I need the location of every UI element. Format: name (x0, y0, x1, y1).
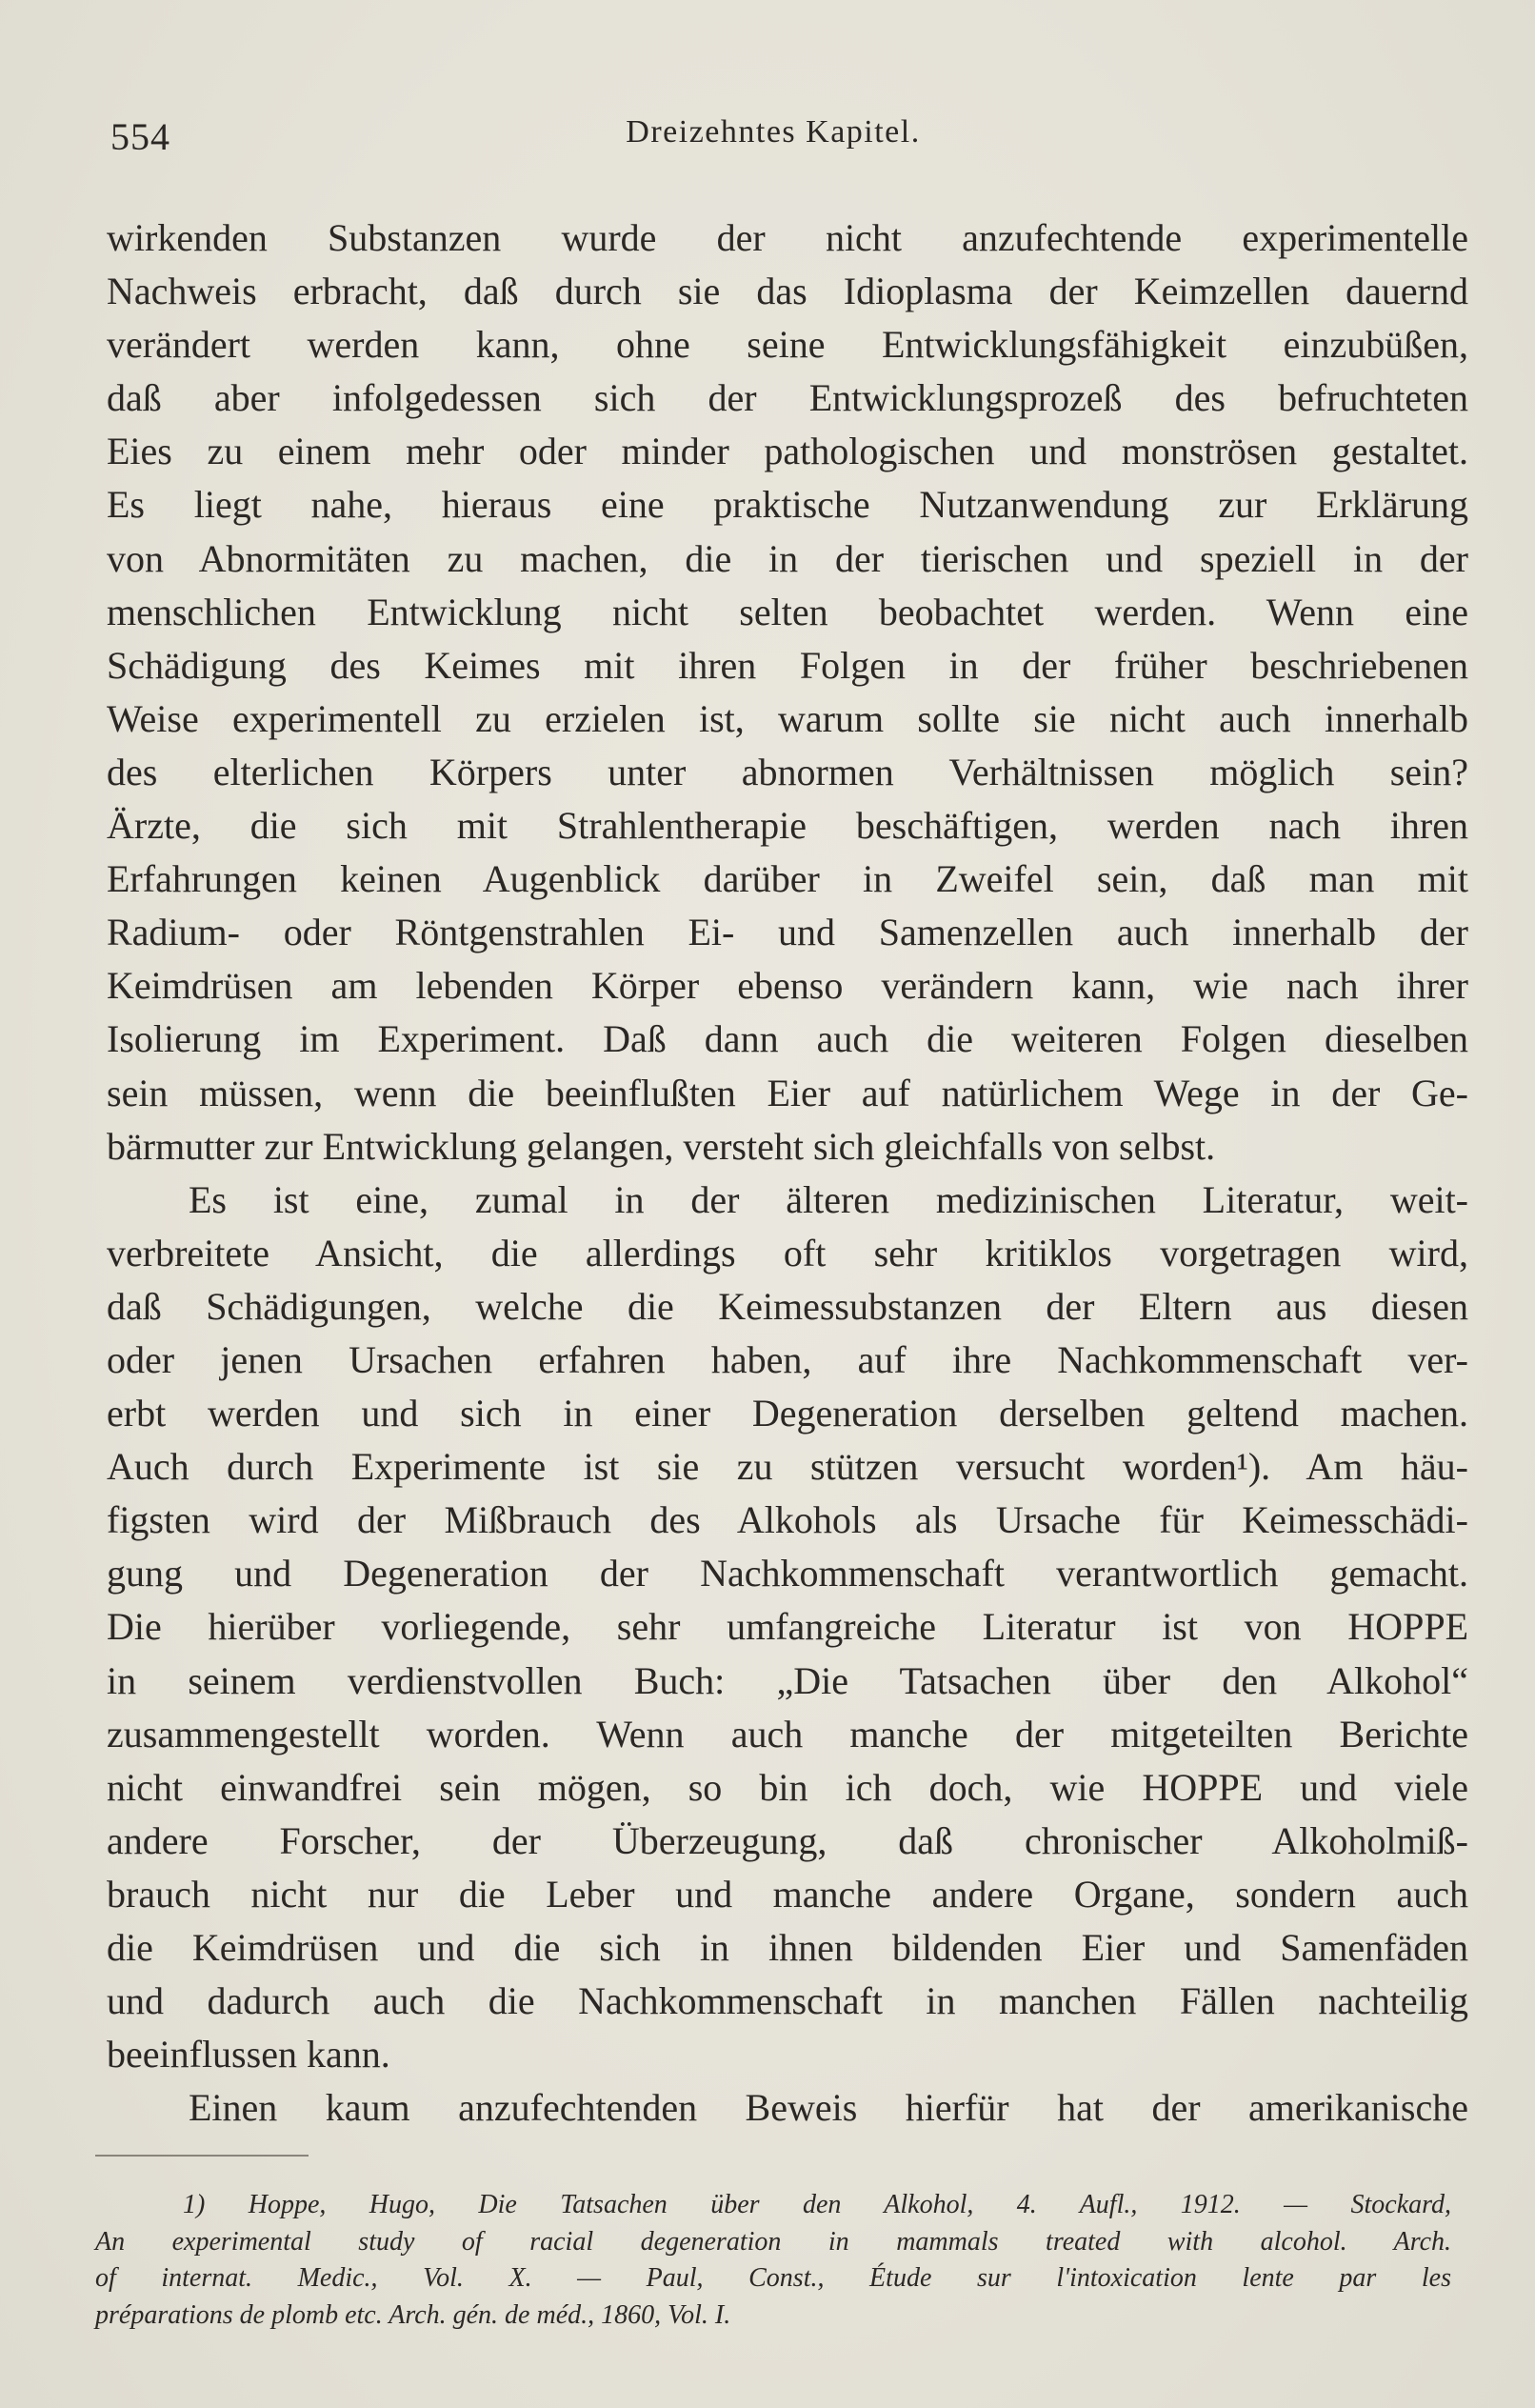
text-line: figsten wird der Mißbrauch des Alkohols als Ursache für Keimesschädi- (107, 1498, 1468, 1542)
text-line: zusammengestellt worden. Wenn auch manche der mitgeteilten Berichte (107, 1712, 1468, 1756)
text-line: in seinem verdienstvollen Buch: „Die Tatsachen über den Alkohol“ (107, 1658, 1468, 1702)
text-line: Eies zu einem mehr oder minder pathologischen und monströsen gestaltet. (107, 430, 1468, 473)
text-line: bärmutter zur Entwicklung gelangen, versteht sich gleichfalls von selbst. (107, 1124, 1216, 1168)
footnote-line: 1) Hoppe, Hugo, Die Tatsachen über den Alkohol, 4. Aufl., 1912. — Stockard, (183, 2190, 1451, 2219)
text-line: Ärzte, die sich mit Strahlentherapie beschäftigen, werden nach ihren (107, 804, 1468, 848)
text-line: sein müssen, wenn die beeinflußten Eier auf natürlichem Wege in der Ge- (107, 1071, 1468, 1114)
running-head: Dreizehntes Kapitel. (626, 114, 921, 150)
text-line: des elterlichen Körpers unter abnormen Verhältnissen möglich sein? (107, 750, 1468, 793)
footnotes (95, 2187, 1451, 2334)
text-line: gung und Degeneration der Nachkommenschaft verantwortlich gemacht. (107, 1552, 1468, 1595)
text-line: Auch durch Experimente ist sie zu stützen versucht worden¹). Am häu- (107, 1445, 1468, 1489)
text-line: wirkenden Substanzen wurde der nicht anzufechtende experimentelle (107, 216, 1468, 259)
text-line: und dadurch auch die Nachkommenschaft in manchen Fällen nachteilig (107, 1979, 1468, 2023)
text-line: Nachweis erbracht, daß durch sie das Idioplasma der Keimzellen dauernd (107, 270, 1468, 313)
text-line: Einen kaum anzufechtenden Beweis hierfür hat der amerikanische (189, 2086, 1468, 2130)
text-line: Es liegt nahe, hieraus eine praktische Nutzanwendung zur Erklärung (107, 483, 1468, 527)
text-line: menschlichen Entwicklung nicht selten beobachtet werden. Wenn eine (107, 590, 1468, 633)
footnote-rule (95, 2155, 309, 2157)
body-text (107, 211, 1468, 2135)
text-line: daß aber infolgedessen sich der Entwicklungsprozeß des befruchteten (107, 376, 1468, 420)
text-line: nicht einwandfrei sein mögen, so bin ich doch, wie HOPPE und viele (107, 1765, 1468, 1809)
text-line: daß Schädigungen, welche die Keimessubstanzen der Eltern aus diesen (107, 1284, 1468, 1328)
text-line: verbreitete Ansicht, die allerdings oft sehr kritiklos vorgetragen wird, (107, 1231, 1468, 1274)
text-line: Schädigung des Keimes mit ihren Folgen in der früher beschriebenen (107, 643, 1468, 687)
text-line: die Keimdrüsen und die sich in ihnen bildenden Eier und Samenfäden (107, 1926, 1468, 1969)
footnote-line: An experimental study of racial degeneration in mammals treated with alcohol. Arch. (95, 2226, 1451, 2257)
text-line: andere Forscher, der Überzeugung, daß chronischer Alkoholmiß- (107, 1818, 1468, 1862)
page-number: 554 (110, 115, 170, 158)
text-line: Erfahrungen keinen Augenblick darüber in Zweifel sein, daß man mit (107, 857, 1468, 901)
page-header (107, 107, 1440, 164)
text-line: Weise experimentell zu erzielen ist, warum sollte sie nicht auch innerhalb (107, 696, 1468, 740)
text-line: verändert werden kann, ohne seine Entwicklungsfähigkeit einzubüßen, (107, 323, 1468, 367)
footnote-line: préparations de plomb etc. Arch. gén. de méd., 1860, Vol. I. (95, 2299, 731, 2330)
text-line: erbt werden und sich in einer Degeneration derselben geltend machen. (107, 1392, 1468, 1435)
text-line: Die hierüber vorliegende, sehr umfangreiche Literatur ist von HOPPE (107, 1605, 1468, 1649)
text-line: Keimdrüsen am lebenden Körper ebenso verändern kann, wie nach ihrer (107, 964, 1468, 1008)
text-line: Isolierung im Experiment. Daß dann auch die weiteren Folgen dieselben (107, 1017, 1468, 1061)
text-line: Radium- oder Röntgenstrahlen Ei- und Samenzellen auch innerhalb der (107, 911, 1468, 954)
text-line: oder jenen Ursachen erfahren haben, auf ihre Nachkommenschaft ver- (107, 1337, 1468, 1381)
footnote-line: of internat. Medic., Vol. X. — Paul, Const., Étude sur l'intoxication lente par les (95, 2263, 1451, 2293)
text-line: brauch nicht nur die Leber und manche andere Organe, sondern auch (107, 1872, 1468, 1916)
text-line: beeinflussen kann. (107, 2033, 390, 2077)
text-line: Es ist eine, zumal in der älteren medizinischen Literatur, weit- (189, 1177, 1468, 1221)
text-line: von Abnormitäten zu machen, die in der tierischen und speziell in der (107, 536, 1468, 580)
